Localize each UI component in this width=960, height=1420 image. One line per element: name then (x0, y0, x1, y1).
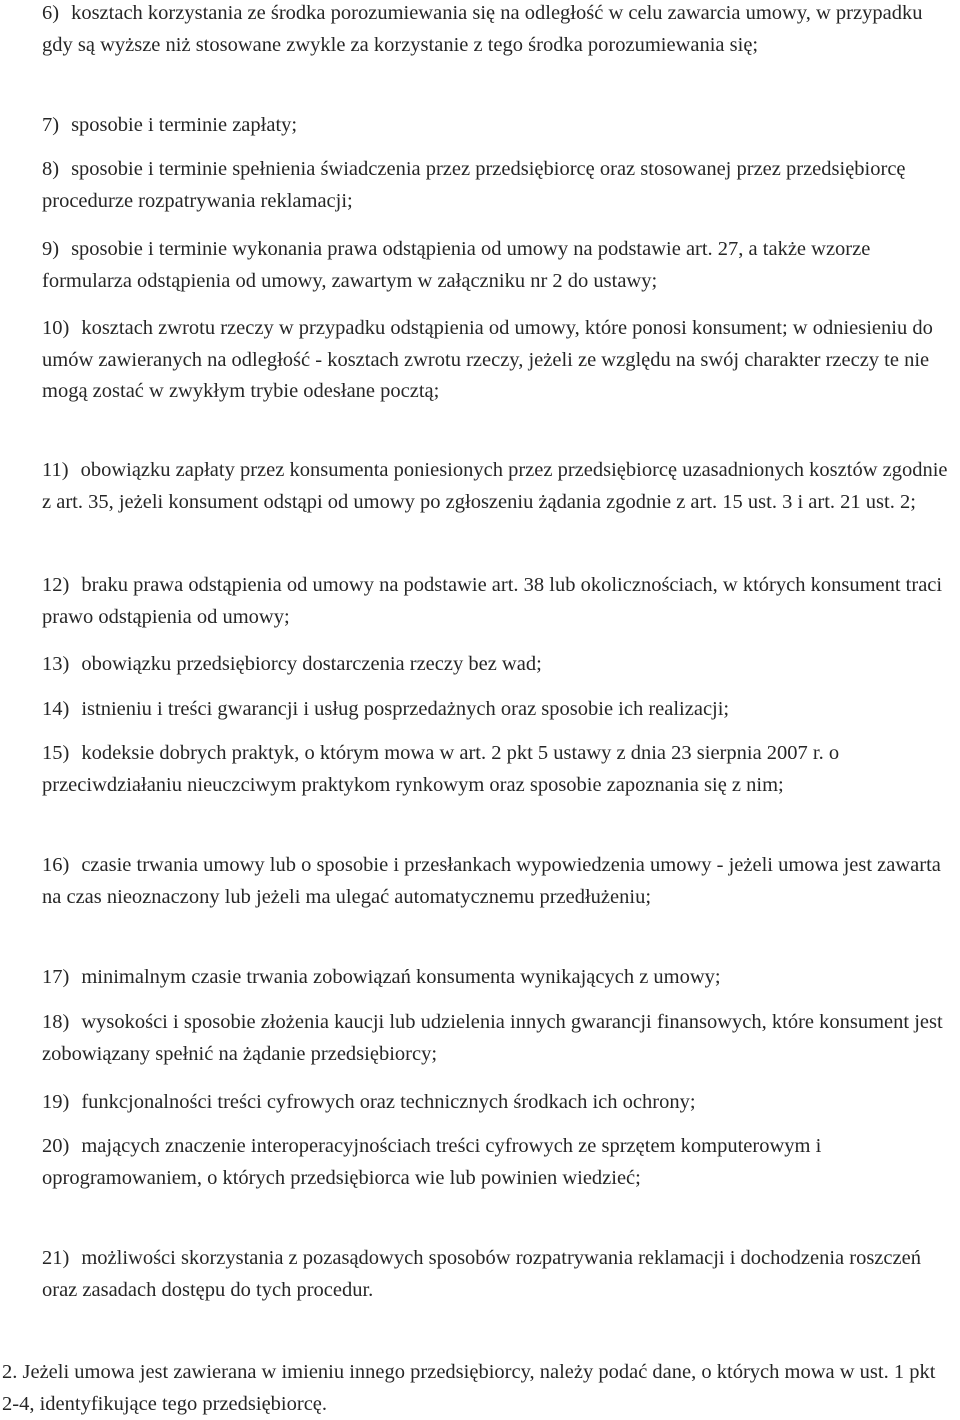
list-item-15 (42, 738, 954, 801)
item-text: kosztach korzystania ze środka porozumiewania się na odległość w celu zawarcia umowy, w przypadku gdy są wyższe niż stosowane zwykle za korzystanie z tego środka porozumiewania się; (42, 2, 923, 56)
list-item-13 (42, 649, 954, 681)
item-number: 18) (42, 1011, 70, 1033)
list-item-7 (42, 110, 954, 142)
item-number: 12) (42, 574, 70, 596)
item-number: 10) (42, 317, 70, 339)
paragraph-2: 2. Jeżeli umowa jest zawierana w imieniu innego przedsiębiorcy, należy podać dane, o których mowa w ust. 1 pkt 2-4, identyfikujące tego przedsiębiorcę. (2, 1361, 936, 1415)
list-item-12 (42, 570, 954, 633)
item-text: minimalnym czasie trwania zobowiązań konsumenta wynikających z umowy; (81, 966, 721, 988)
list-item-6 (42, 0, 954, 61)
item-text: czasie trwania umowy lub o sposobie i przesłankach wypowiedzenia umowy - jeżeli umowa jest zawarta na czas nieoznaczony lub jeżeli ma ulegać automatycznemu przedłużeniu; (42, 854, 941, 908)
list-item-19 (42, 1087, 954, 1119)
item-number: 17) (42, 966, 70, 988)
item-number: 7) (42, 114, 60, 136)
item-text: obowiązku zapłaty przez konsumenta poniesionych przez przedsiębiorcę uzasadnionych kosztów zgodnie z art. 35, jeżeli konsument odstąpi od umowy po zgłoszeniu żądania zgodnie z art. 15 ust. 3 i art. 21 ust. 2; (42, 459, 948, 513)
item-text: wysokości i sposobie złożenia kaucji lub udzielenia innych gwarancji finansowych, które konsument jest zobowiązany spełnić na żądanie przedsiębiorcy; (42, 1011, 943, 1065)
item-text: kodeksie dobrych praktyk, o którym mowa w art. 2 pkt 5 ustawy z dnia 23 sierpnia 2007 r. o przeciwdziałaniu nieuczciwym praktykom rynkowym oraz sposobie zapoznania się z nim; (42, 742, 840, 796)
item-number: 19) (42, 1091, 70, 1113)
list-item-14 (42, 694, 954, 726)
item-number: 11) (42, 459, 69, 481)
list-item-16 (42, 850, 954, 913)
item-text: funkcjonalności treści cyfrowych oraz technicznych środkach ich ochrony; (81, 1091, 696, 1113)
list-item-21 (42, 1243, 954, 1306)
list-item-17 (42, 962, 954, 994)
item-number: 13) (42, 653, 70, 675)
item-number: 6) (42, 2, 60, 24)
item-number: 16) (42, 854, 70, 876)
item-number: 14) (42, 698, 70, 720)
item-text: kosztach zwrotu rzeczy w przypadku odstąpienia od umowy, które ponosi konsument; w odniesieniu do umów zawieranych na odległość - kosztach zwrotu rzeczy, jeżeli ze względu na swój charakter rzeczy te nie mogą zostać w zwykłym trybie odesłane pocztą; (42, 317, 933, 402)
item-text: istnieniu i treści gwarancji i usług posprzedażnych oraz sposobie ich realizacji; (81, 698, 730, 720)
item-text: sposobie i terminie wykonania prawa odstąpienia od umowy na podstawie art. 27, a także wzorze formularza odstąpienia od umowy, zawartym w załączniku nr 2 do ustawy; (42, 238, 871, 292)
item-number: 8) (42, 158, 60, 180)
item-number: 15) (42, 742, 70, 764)
item-text: mających znaczenie interoperacyjnościach treści cyfrowych ze sprzętem komputerowym i oprogramowaniem, o których przedsiębiorca wie lub powinien wiedzieć; (42, 1135, 822, 1189)
list-item-20 (42, 1131, 954, 1194)
item-text: braku prawa odstąpienia od umowy na podstawie art. 38 lub okolicznościach, w których konsument traci prawo odstąpienia od umowy; (42, 574, 943, 628)
list-item-18 (42, 1007, 954, 1070)
item-text: obowiązku przedsiębiorcy dostarczenia rzeczy bez wad; (81, 653, 542, 675)
item-text: możliwości skorzystania z pozasądowych sposobów rozpatrywania reklamacji i dochodzenia roszczeń oraz zasadach dostępu do tych procedur. (42, 1247, 921, 1301)
item-number: 21) (42, 1247, 70, 1269)
list-item-9 (42, 234, 954, 297)
item-text: sposobie i terminie zapłaty; (71, 114, 298, 136)
list-item-10 (42, 313, 954, 408)
item-number: 20) (42, 1135, 70, 1157)
list-item-11 (42, 455, 954, 518)
item-text: sposobie i terminie spełnienia świadczenia przez przedsiębiorcę oraz stosowanej przez przedsiębiorcę procedurze rozpatrywania reklamacji; (42, 158, 906, 212)
item-number: 9) (42, 238, 60, 260)
list-item-8 (42, 154, 954, 217)
